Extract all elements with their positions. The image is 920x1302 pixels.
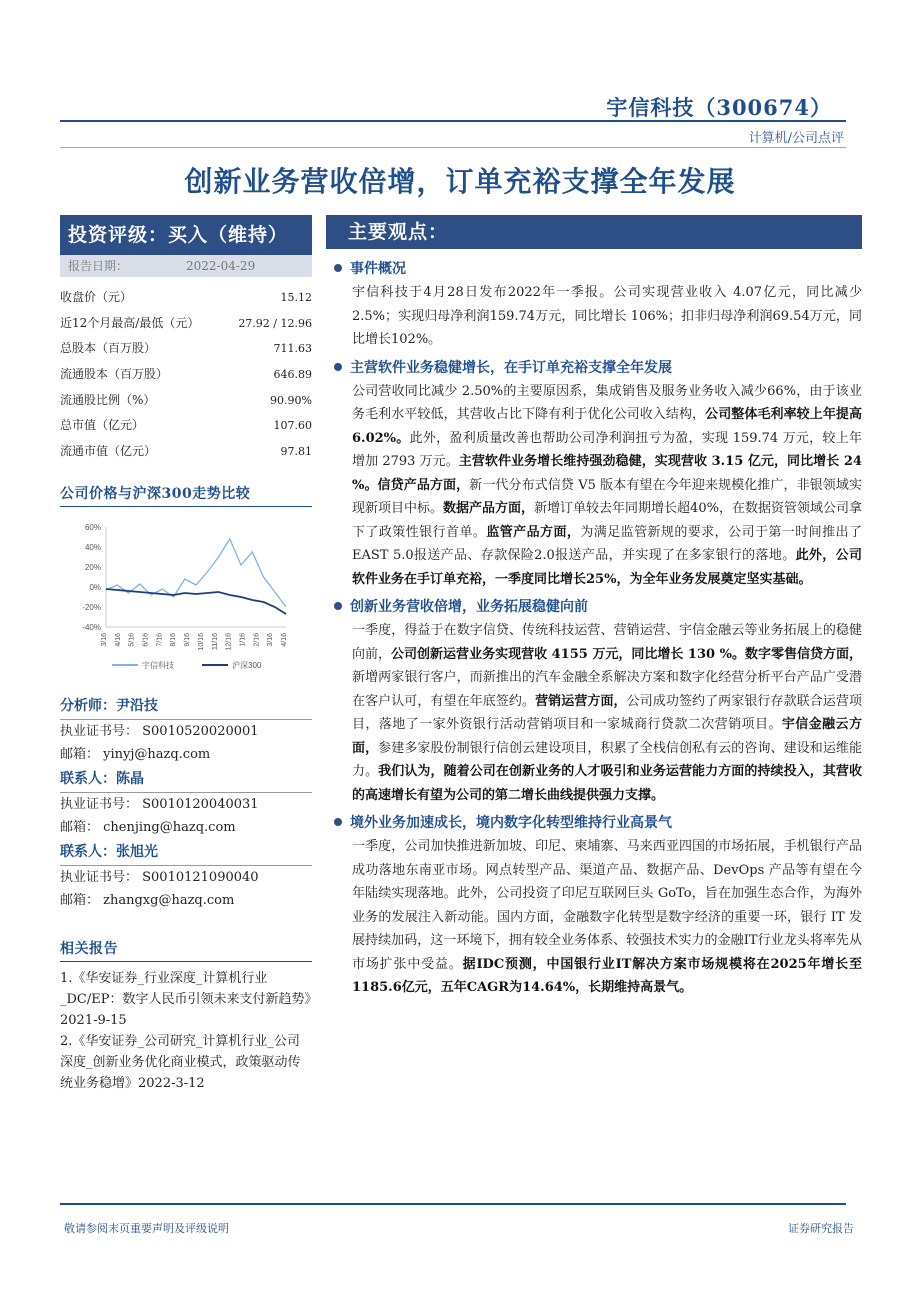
date-value: 2022-04-29 <box>186 259 256 273</box>
related-report-item[interactable]: 1.《华安证券_行业深度_计算机行业_DC/EP：数字人民币引领未来支付新趋势》2021-9-15 <box>60 970 311 1028</box>
x-tick-label: 12/16 <box>225 632 233 651</box>
series-line-company <box>106 539 286 607</box>
related-report-item[interactable]: 2.《华安证券_公司研究_计算机行业_公司深度_创新业务优化商业模式，政策驱动传统业务稳增》2022-3-12 <box>60 1033 301 1091</box>
contact1-cert: 执业证书号： S0010120040031 <box>60 796 259 812</box>
section-title <box>334 257 862 281</box>
text-run: 新增两家银行客户，而新推出的汽车金融全系解决方案和数字化经营分析平台产品广受潜在客户认可，有望在年底签约。 <box>352 670 862 709</box>
section-title-text: 境外业务加速成长，境内数字化转型维持行业高景气 <box>350 815 672 831</box>
bold-run: 数据产品方面， <box>443 501 535 516</box>
report-date-row <box>60 255 312 277</box>
price-chart <box>60 515 312 675</box>
stat-row <box>60 362 312 388</box>
contact2-cert: 执业证书号： S0010121090040 <box>60 869 259 885</box>
stat-value: 27.92 / 12.96 <box>238 316 312 330</box>
stat-row <box>60 413 312 439</box>
bold-run: 宇信金融云方面， <box>352 717 862 756</box>
x-tick-label: 3/16 <box>267 632 275 647</box>
y-tick-label: 60% <box>84 522 101 532</box>
stat-value: 97.81 <box>280 445 312 459</box>
x-tick-label: 6/16 <box>142 632 150 647</box>
y-tick-label: 20% <box>84 562 101 572</box>
text-run: 一季度，得益于在数字信贷、传统科技运营、营销运营、宇信金融云等业务拓展上的稳健向前， <box>352 623 862 662</box>
report-title: 创新业务营收倍增，订单充裕支撑全年发展 <box>184 165 736 198</box>
bold-run: 据IDC预测，中国银行业IT解决方案市场规模将在2025年增长至1185.6亿元，五年CAGR为14.64%，长期维持高景气。 <box>352 956 862 995</box>
stat-row <box>60 336 312 362</box>
bold-run: 营销运营方面， <box>535 693 627 709</box>
contact1-email: 邮箱： chenjing@hazq.com <box>60 819 236 835</box>
bold-run: 公司整体毛利率较上年提高 6.02%。 <box>352 407 862 446</box>
section-title-text: 事件概况 <box>350 261 406 277</box>
bold-run: 主营软件业务增长维持强劲稳健，实现营收 3.15 亿元，同比增长 24 %。信贷产品方面， <box>352 454 862 493</box>
rating-banner: 投资评级：买入（维持） <box>60 215 312 255</box>
series-line-index <box>106 589 286 614</box>
x-tick-label: 3/16 <box>101 632 108 647</box>
analyst-email: 邮箱： yinyj@hazq.com <box>60 746 211 762</box>
legend-label: 宇信科技 <box>142 660 174 670</box>
section-title-text: 主营软件业务稳健增长，在手订单充裕支撑全年发展 <box>350 359 672 376</box>
text-run: 公司营收同比减少 2.50%的主要原因系，集成销售及服务业务收入减少66%，由于该业务毛利水平较低，其营收占比下降有利于优化公司收入结构， <box>352 383 862 422</box>
stat-row <box>60 388 312 414</box>
x-tick-label: 8/16 <box>170 632 178 647</box>
stat-value: 90.90% <box>270 393 312 407</box>
stat-row <box>60 311 312 337</box>
contact2-email: 邮箱： zhangxg@hazq.com <box>60 892 235 908</box>
section-title <box>334 595 862 619</box>
y-tick-label: 40% <box>84 542 101 552</box>
legend-label: 沪深300 <box>232 660 262 670</box>
company-name: 宇信科技（300674） <box>606 95 832 120</box>
main-points-banner: 主要观点： <box>326 215 862 249</box>
stat-label: 流通股本（百万股） <box>60 367 169 382</box>
text-run: 公司成功签约了两家银行存款联合运营项目，落地了一家外资银行活动营销项目和一家城商行贷款二次营销项目。 <box>352 693 862 732</box>
text-run: 新一代分布式信贷 V5 版本有望在今年迎来规模化推广，非银领域实现新项目中标。 <box>352 477 862 516</box>
header-divider-thin <box>60 147 846 148</box>
bullet-dot-icon <box>334 602 342 610</box>
x-tick-label: 9/16 <box>184 632 192 647</box>
stat-label: 总股本（百万股） <box>60 341 157 356</box>
bold-run: 公司创新运营业务实现营收 4155 万元，同比增长 130 %。数字零售信贷方面， <box>391 646 862 662</box>
date-label: 报告日期： <box>68 259 129 273</box>
contact2-title: 联系人：张旭光 <box>60 839 312 866</box>
stat-label: 近12个月最高/最低（元） <box>60 315 200 330</box>
bullet-dot-icon <box>334 818 342 826</box>
stat-label: 总市值（亿元） <box>60 418 145 433</box>
analyst-cert: 执业证书号： S0010520020001 <box>60 723 259 739</box>
bullet-dot-icon <box>334 363 342 371</box>
bold-run: 监管产品方面， <box>486 524 581 540</box>
text-run: 一季度，公司加快推进新加坡、印尼、柬埔寨、马来西亚四国的市场拓展，手机银行产品成功落地东南亚市场。网点转型产品、渠道产品、数据产品、DevOps 产品等有望在今年陆续实现落地。此外，公司投资了印尼互联网巨头 GoTo，旨在加强生态合作，为海外业务的发展注入新动能。国内方面，金融数字化转型是数字经济的重要一环，银行 IT 发展持续加码，这一环境下，拥有较全业务体系、较强技术实力的金融IT行业龙头将率先从市场扩张中受益。 <box>352 839 862 972</box>
main-content <box>326 215 862 1000</box>
chart-title: 公司价格与沪深300走势比较 <box>60 483 312 507</box>
section-paragraph <box>352 835 862 1000</box>
report-category: 计算机/公司点评 <box>748 131 844 146</box>
section-title <box>334 356 862 380</box>
section-paragraph: 宇信科技于4月28日发布2022年一季报。公司实现营业收入 4.07亿元，同比减少2.5%；实现归母净利润159.74万元，同比增长 106%；扣非归母净利润69.54万元，同比增长102%。 <box>352 285 862 347</box>
bold-run: 我们认为，随着公司在创新业务的人才吸引和业务运营能力方面的持续投入，其营收的高速增长有望为公司的第二增长曲线提供强力支撑。 <box>352 764 862 803</box>
stat-value: 107.60 <box>273 419 312 433</box>
x-tick-label: 4/16 <box>281 632 288 647</box>
y-tick-label: -20% <box>82 602 101 612</box>
x-tick-label: 5/16 <box>128 632 136 647</box>
x-tick-label: 7/16 <box>156 632 164 647</box>
x-tick-label: 2/16 <box>253 632 261 647</box>
x-tick-label: 10/16 <box>197 632 205 651</box>
stat-value: 646.89 <box>273 368 312 382</box>
contact1-title: 联系人：陈晶 <box>60 766 312 793</box>
text-run: 为满足监管新规的要求，公司于第一时间推出了EAST 5.0报送产品、存款保险2.0报送产品，并实现了在多家银行的落地。 <box>352 524 862 563</box>
x-tick-label: 4/16 <box>114 632 122 647</box>
text-run: 此外，盈利质量改善也帮助公司净利润扭亏为盈，实现 159.74 万元，较上年增加 2793 万元。 <box>352 430 862 469</box>
sidebar <box>60 215 312 1094</box>
section-title-text: 创新业务营收倍增，业务拓展稳健向前 <box>350 599 588 615</box>
stat-value: 15.12 <box>280 291 312 304</box>
footer-label: 证券研究报告 <box>788 1222 854 1235</box>
header-divider <box>60 120 846 122</box>
related-reports-title: 相关报告 <box>60 938 312 962</box>
stats-table <box>60 285 312 465</box>
stat-label: 收盘价（元） <box>60 290 133 304</box>
footer-divider <box>60 1203 846 1205</box>
y-tick-label: -40% <box>82 622 101 632</box>
analyst-title: 分析师：尹沿技 <box>60 693 312 720</box>
section-paragraph <box>352 619 862 807</box>
footer-disclaimer: 敬请参阅末页重要声明及评级说明 <box>64 1222 229 1235</box>
stat-row <box>60 285 312 311</box>
text-run: 新增订单较去年同期增长超40%，在数据资管领域公司拿下了政策性银行首单。 <box>352 501 862 540</box>
section-paragraph <box>352 380 862 592</box>
x-tick-label: 11/16 <box>211 632 219 650</box>
stat-value: 711.63 <box>273 342 312 356</box>
text-run: 参建多家股份制银行信创云建设项目，积累了全栈信创私有云的咨询、建设和运维能力。 <box>352 740 862 779</box>
bullet-dot-icon <box>334 264 342 272</box>
price-chart-svg <box>60 515 312 675</box>
stat-label: 流通股比例（%） <box>60 392 156 407</box>
section-title <box>334 811 862 835</box>
y-tick-label: 0% <box>89 582 101 592</box>
x-tick-label: 1/16 <box>239 632 247 647</box>
bold-run: 此外，公司软件业务在手订单充裕，一季度同比增长25%，为全年业务发展奠定坚实基础。 <box>352 548 862 587</box>
stat-row <box>60 439 312 465</box>
stat-label: 流通市值（亿元） <box>60 444 157 459</box>
